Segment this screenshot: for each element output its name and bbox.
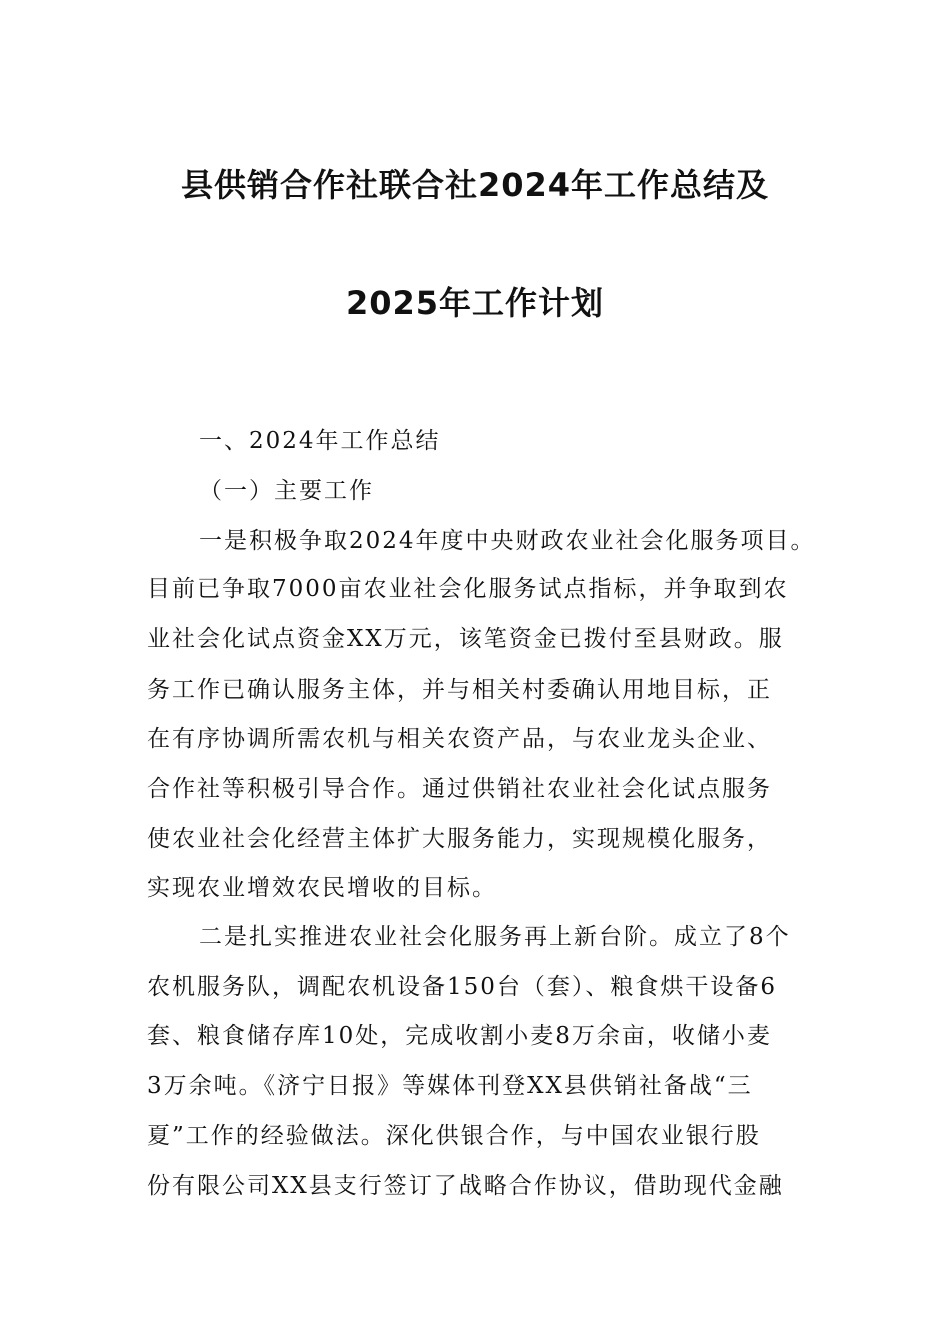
paragraph-2-line: 夏”工作的经验做法。深化供银合作，与中国农业银行股 — [147, 1123, 761, 1149]
paragraph-1-line: 实现农业增效农民增收的目标。 — [147, 875, 497, 901]
paragraph-1-line: 务工作已确认服务主体，并与相关村委确认用地目标，正 — [147, 677, 772, 703]
paragraph-2-line: 套、粮食储存库10处，完成收割小麦8万余亩，收储小麦 — [147, 1023, 772, 1049]
paragraph-2-line: 农机服务队，调配农机设备150台（套）、粮食烘干设备6 — [147, 974, 778, 1000]
document-title-line-2: 2025年工作计划 — [345, 284, 605, 322]
subsection-heading: （一）主要工作 — [199, 478, 374, 504]
paragraph-2-line: 份有限公司XX县支行签订了战略合作协议，借助现代金融 — [147, 1173, 784, 1199]
paragraph-2-line: 二是扎实推进农业社会化服务再上新台阶。成立了8个 — [199, 924, 791, 950]
paragraph-1-line: 合作社等积极引导合作。通过供销社农业社会化试点服务 — [147, 776, 772, 802]
paragraph-1-line: 在有序协调所需农机与相关农资产品，与农业龙头企业、 — [147, 726, 772, 752]
paragraph-1-line: 一是积极争取2024年度中央财政农业社会化服务项目。 — [199, 528, 816, 554]
paragraph-2-line: 3万余吨。《济宁日报》等媒体刊登XX县供销社备战“三 — [147, 1073, 753, 1099]
paragraph-1-line: 业社会化试点资金XX万元，该笔资金已拨付至县财政。服 — [147, 626, 784, 652]
document-title-line-1: 县供销合作社联合社2024年工作总结及 — [180, 166, 770, 204]
paragraph-1-line: 使农业社会化经营主体扩大服务能力，实现规模化服务， — [147, 826, 772, 852]
section-heading: 一、2024年工作总结 — [199, 428, 441, 454]
paragraph-1-line: 目前已争取7000亩农业社会化服务试点指标，并争取到农 — [147, 576, 789, 602]
